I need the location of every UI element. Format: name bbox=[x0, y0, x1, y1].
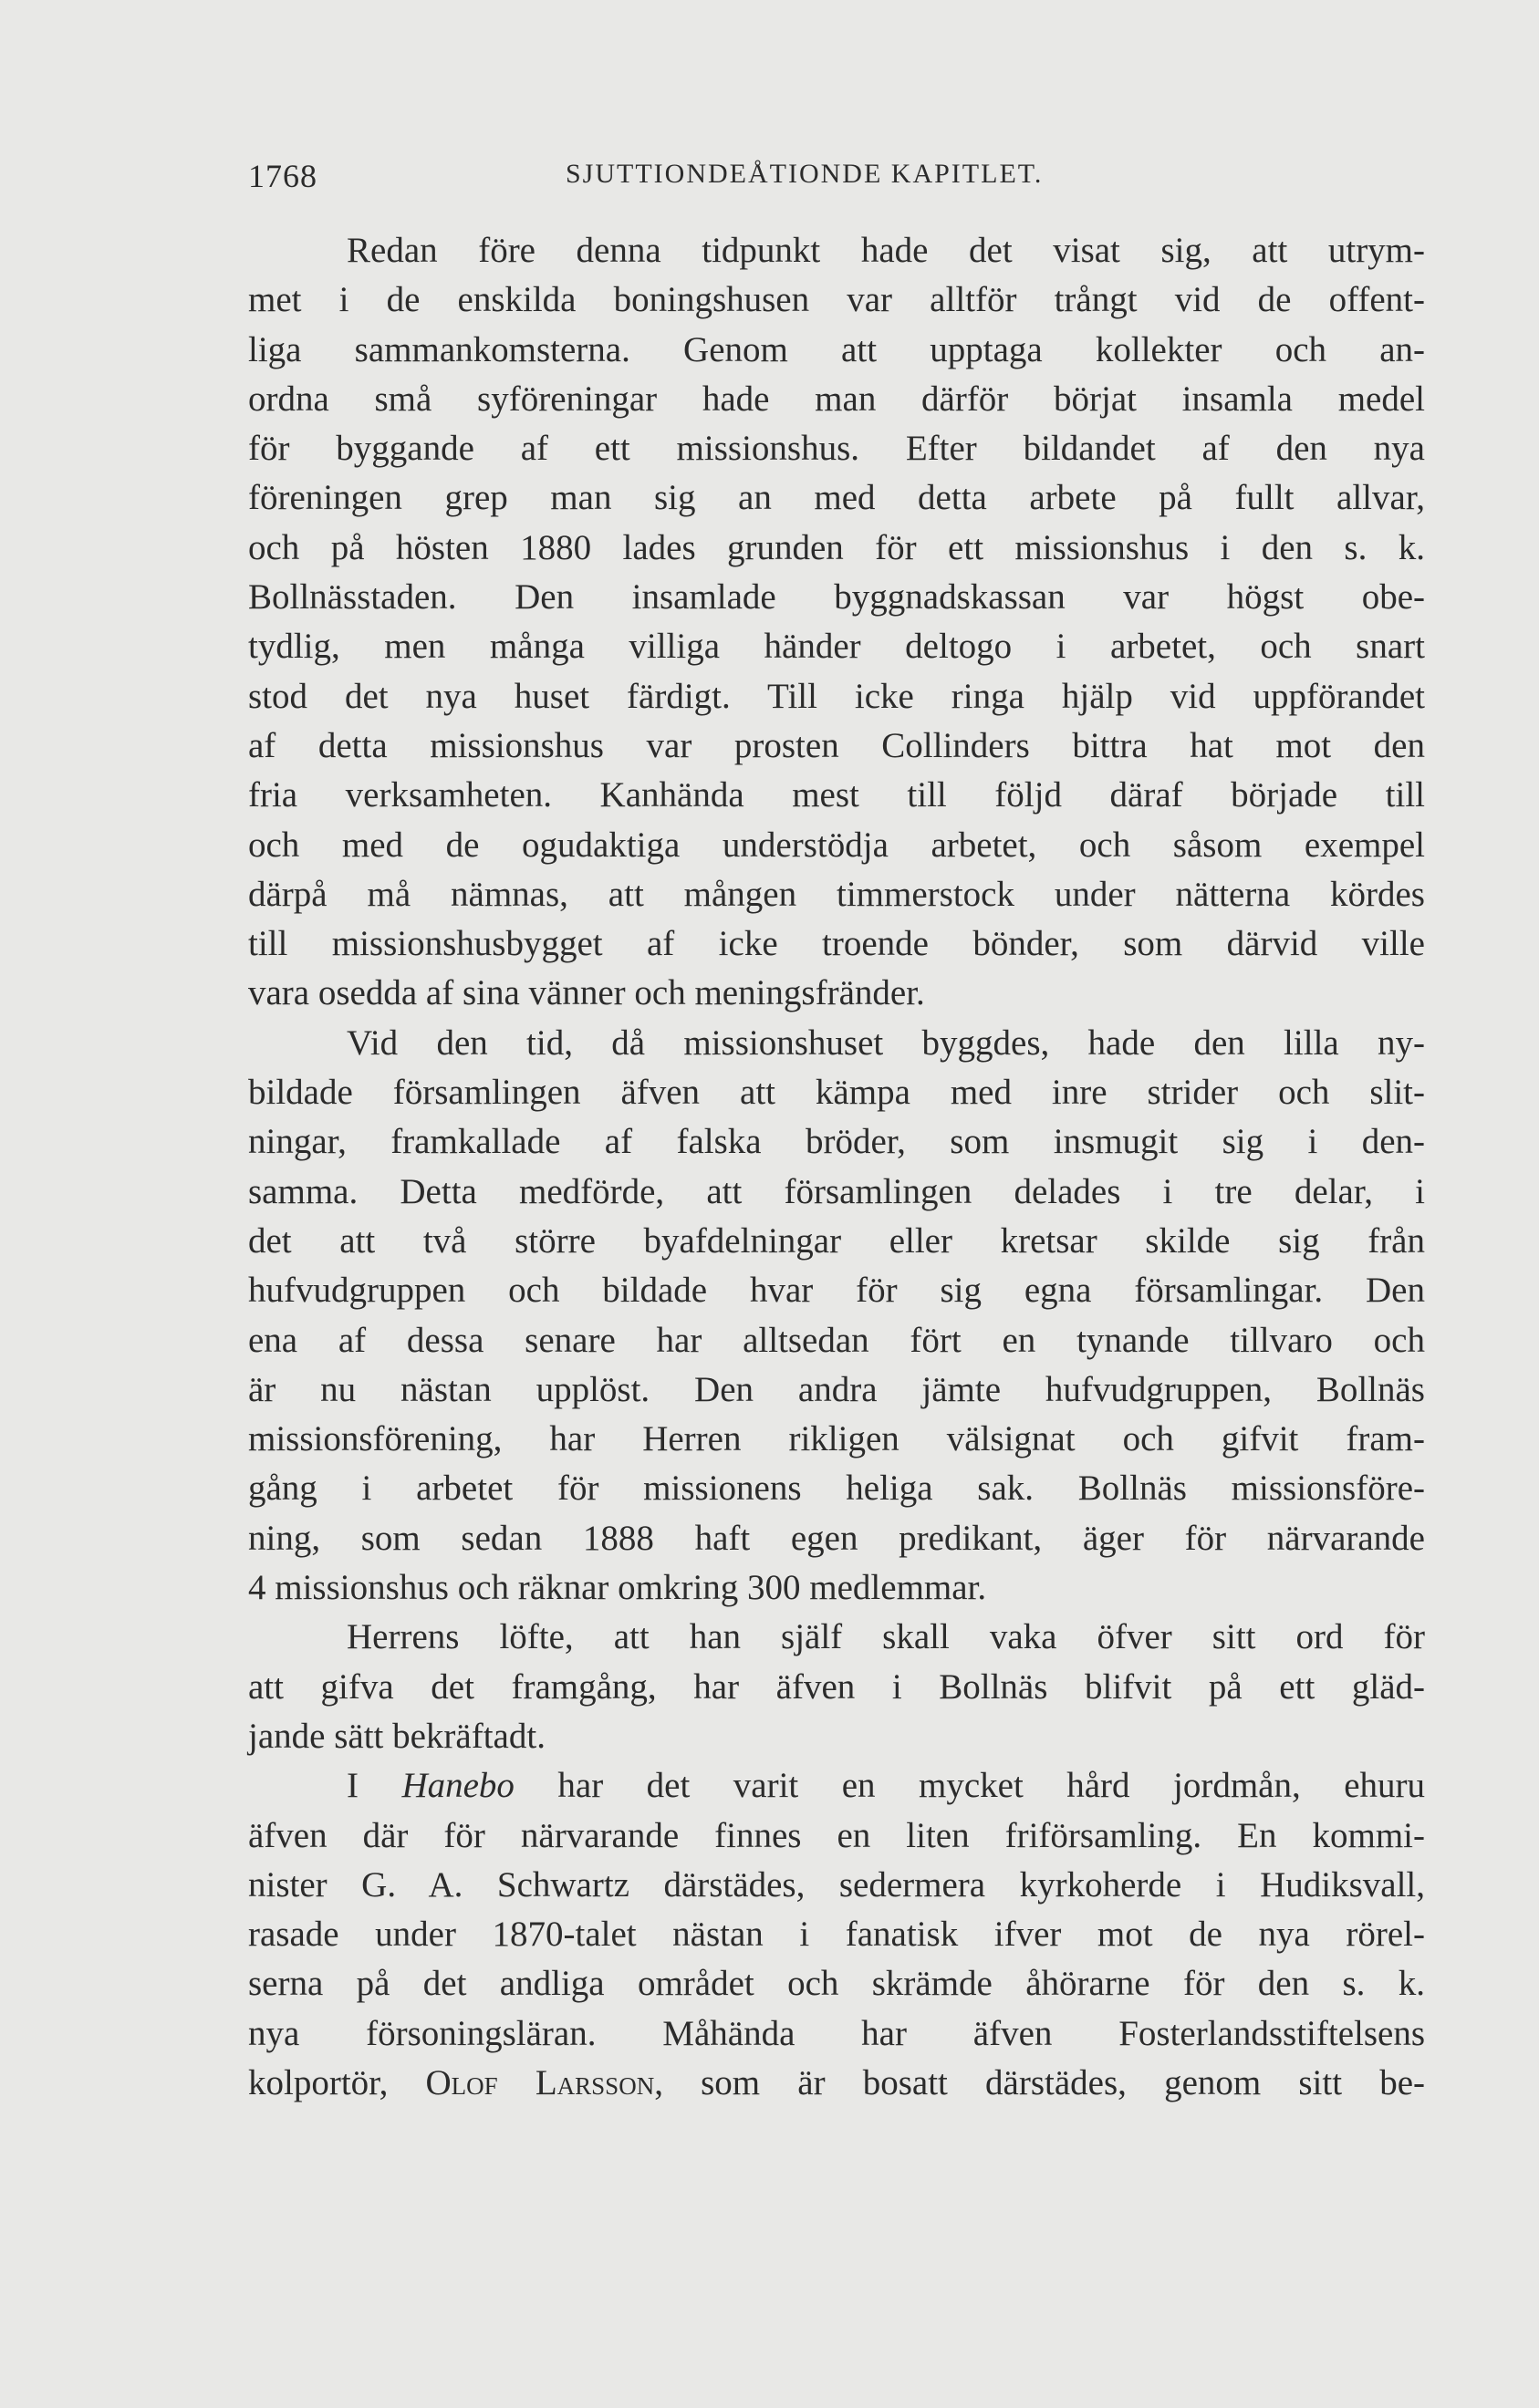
text-line: gång i arbetet för missionens heliga sak. Bollnäs missionsföre- bbox=[248, 1469, 1425, 1509]
text-line: ena af dessa senare har alltsedan fört en tynande tillvaro och bbox=[248, 1320, 1425, 1360]
text-line: och på hösten 1880 lades grunden för ett missionshus i den s. k. bbox=[248, 527, 1425, 567]
text-line: och med de ogudaktiga understödja arbetet, och såsom exempel bbox=[248, 825, 1425, 865]
page-header bbox=[248, 157, 1434, 202]
page-number: 1768 bbox=[248, 158, 317, 194]
text-line: nister G. A. Schwartz därstädes, sedermera kyrkoherde i Hudiksvall, bbox=[248, 1864, 1425, 1905]
text-line: met i de enskilda boningshusen var alltför trångt vid de offent- bbox=[248, 280, 1425, 320]
text-line: af detta missionshus var prosten Collinders bittra hat mot den bbox=[248, 725, 1425, 765]
text-line: Bollnässtaden. Den insamlade byggnadskassan var högst obe- bbox=[248, 577, 1425, 618]
text-line: nya försoningsläran. Måhända har äfven Fosterlandsstiftelsens bbox=[248, 2013, 1425, 2053]
text-line: rasade under 1870-talet nästan i fanatisk ifver mot de nya rörel- bbox=[248, 1915, 1425, 1955]
text-line: bildade församlingen äfven att kämpa med inre strider och slit- bbox=[248, 1073, 1425, 1113]
text-line: ningar, framkallade af falska bröder, som insmugit sig i den- bbox=[248, 1122, 1425, 1162]
place-name: Hanebo bbox=[401, 1766, 515, 1806]
text-line: ordna små syföreningar hade man därför börjat insamla medel bbox=[248, 379, 1425, 419]
person-name: Olof Larsson bbox=[425, 2062, 655, 2102]
text-line: missionsförening, har Herren rikligen välsignat och gifvit fram- bbox=[248, 1419, 1425, 1459]
text-line: därpå må nämnas, att mången timmerstock under nätterna kördes bbox=[248, 874, 1425, 914]
body-text bbox=[248, 226, 1425, 2108]
text-line: fria verksamheten. Kanhända mest till följd däraf började till bbox=[248, 775, 1425, 815]
text-line: tydlig, men många villiga händer deltogo i arbetet, och snart bbox=[248, 627, 1425, 667]
text-line: föreningen grep man sig an med detta arbete på fullt allvar, bbox=[248, 478, 1425, 518]
text-line: samma. Detta medförde, att församlingen delades i tre delar, i bbox=[248, 1171, 1425, 1211]
text-line: äfven där för närvarande finnes en liten friförsamling. En kommi- bbox=[248, 1815, 1425, 1855]
text-line: Redan före denna tidpunkt hade det visat sig, att utrym- bbox=[347, 231, 1425, 270]
text-line: till missionshusbygget af icke troende bönder, som därvid ville bbox=[248, 924, 1425, 964]
text-line: att gifva det framgång, har äfven i Bollnäs blifvit på ett gläd- bbox=[248, 1666, 1425, 1707]
text-line: jande sätt bekräftadt. bbox=[248, 1716, 546, 1756]
running-head: SJUTTIONDEÅTIONDE KAPITLET. bbox=[566, 159, 1044, 189]
text-line: är nu nästan upplöst. Den andra jämte hufvudgruppen, Bollnäs bbox=[248, 1369, 1425, 1409]
text-line: kolportör, Olof Larsson, som är bosatt därstädes, genom sitt be- bbox=[248, 2062, 1426, 2102]
text-line: I Hanebo har det varit en mycket hård jordmån, ehuru bbox=[347, 1766, 1425, 1806]
text-line: Herrens löfte, att han själf skall vaka öfver sitt ord för bbox=[347, 1617, 1425, 1657]
text-line: vara osedda af sina vänner och meningsfränder. bbox=[248, 973, 925, 1013]
text-line: hufvudgruppen och bildade hvar för sig egna församlingar. Den bbox=[248, 1271, 1425, 1311]
text-line: för byggande af ett missionshus. Efter bildandet af den nya bbox=[248, 429, 1425, 469]
text-line: serna på det andliga området och skrämde åhörarne för den s. k. bbox=[248, 1964, 1425, 2004]
text-line: Vid den tid, då missionshuset byggdes, hade den lilla ny- bbox=[347, 1022, 1425, 1063]
text-line: det att två större byafdelningar eller kretsar skilde sig från bbox=[248, 1220, 1425, 1261]
text-line: ning, som sedan 1888 haft egen predikant, äger för närvarande bbox=[248, 1518, 1425, 1558]
text-line: stod det nya huset färdigt. Till icke ringa hjälp vid uppförandet bbox=[248, 676, 1425, 716]
text-line: liga sammankomsterna. Genom att upptaga kollekter och an- bbox=[248, 329, 1425, 369]
text-line: 4 missionshus och räknar omkring 300 medlemmar. bbox=[248, 1568, 987, 1608]
